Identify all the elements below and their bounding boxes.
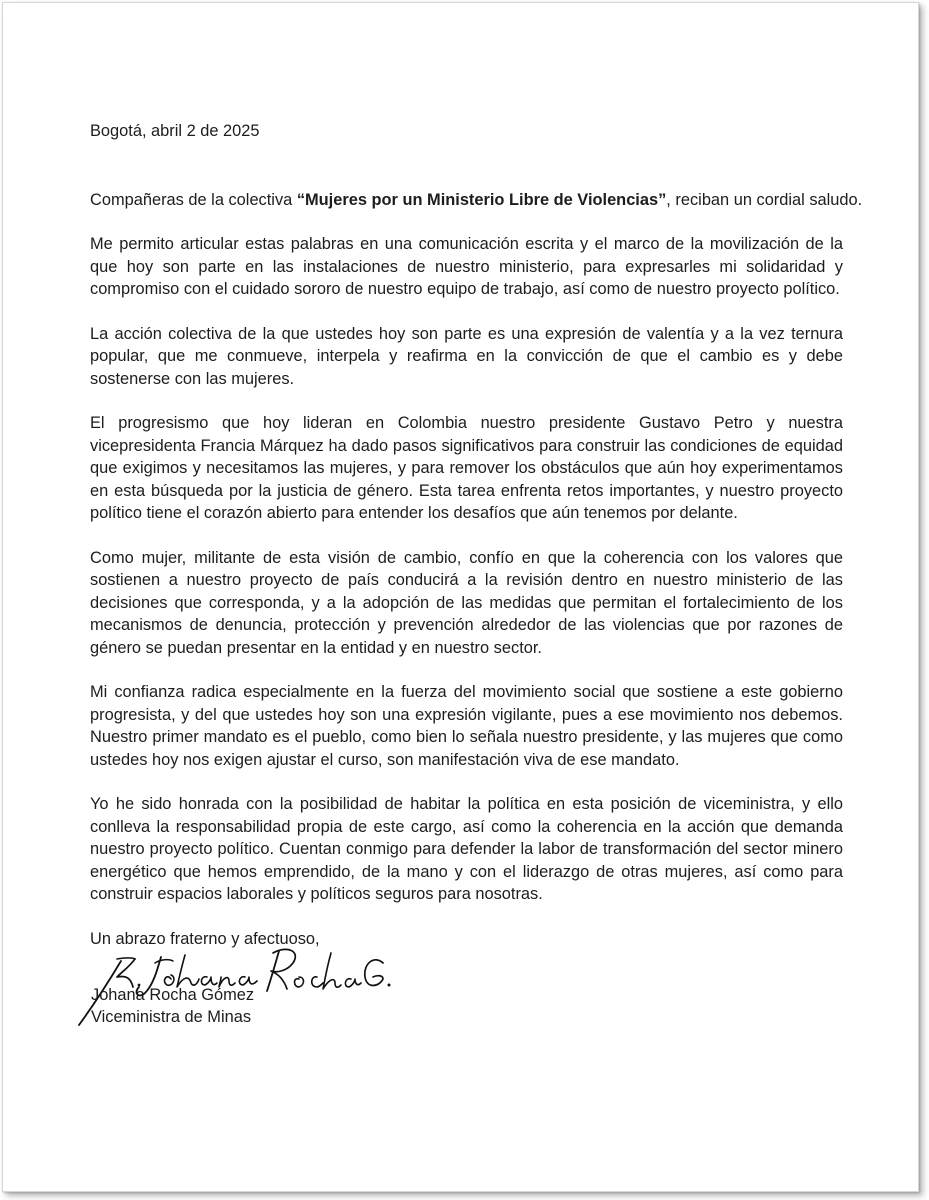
paragraph-progressivism: El progresismo que hoy lideran en Colombia nuestro presidente Gustavo Petro y nuestra vicepresidenta Francia Márquez ha dado pasos significativos para construir las condiciones de equidad que exigimos y necesitamos las mujeres, y para remover los obstáculos que aún hoy experimentamos en esta búsqueda por la justicia de género. Esta tarea enfrenta retos importantes, y nuestro proyecto político tiene el corazón abierto para entender los desafíos que aún tenemos por delante. — [90, 414, 843, 522]
greeting-suffix: , reciban un cordial saludo. — [666, 190, 863, 209]
letter-greeting — [90, 189, 863, 212]
greeting-prefix: Compañeras de la colectiva — [90, 190, 297, 209]
paragraph-coherence: Como mujer, militante de esta visión de cambio, confío en que la coherencia con los valores que sostienen a nuestro proyecto de país conducirá a la revisión dentro en nuestro ministerio de las decisiones que corresponda, y a la adopción de las medidas que permitan el fortalecimiento de los mecanismos de denuncia, protección y prevención alrededor de las violencias que por razones de género se puedan presentar en la entidad y en nuestro sector. — [90, 548, 843, 657]
paragraph-social-movement: Mi confianza radica especialmente en la fuerza del movimiento social que sostiene a este gobierno progresista, y del que ustedes hoy son una expresión vigilante, pues a ese movimiento nos debemos. Nuestro primer mandato es el pueblo, como bien lo señala nuestro presidente, y las mujeres que como ustedes hoy nos exigen ajustar el curso, son manifestación viva de ese mandato. — [90, 683, 843, 769]
paragraph-responsibility: Yo he sido honrada con la posibilidad de habitar la política en esta posición de viceministra, y ello conlleva la responsabilidad propia de este cargo, así como la coherencia en la acción que demanda nuestro proyecto político. Cuentan conmigo para defender la labor de transformación del sector minero energético que hemos emprendido, de la mano y con el liderazgo de otras mujeres, así como para construir espacios laborales y políticos seguros para nosotras. — [90, 795, 843, 903]
paragraph-collective-action: La acción colectiva de la que ustedes hoy son parte es una expresión de valentía y a la vez ternura popular, que me conmueve, interpela y reafirma en la convicción de que el cambio es y debe sostenerse con las mujeres. — [90, 324, 843, 388]
letter-date: Bogotá, abril 2 de 2025 — [90, 122, 260, 140]
paragraph-solidarity: Me permito articular estas palabras en una comunicación escrita y el marco de la movilización de la que hoy son parte en las instalaciones de nuestro ministerio, para expresarles mi solidaridad y compromiso con el cuidado sororo de nuestro equipo de trabajo, así como de nuestro proyecto político. — [90, 235, 843, 298]
signature-block — [73, 941, 393, 1041]
letter-closing: Un abrazo fraterno y afectuoso, — [90, 929, 320, 948]
letter-body — [90, 120, 863, 950]
letter-page — [2, 2, 919, 1192]
signer-name: Johana Rocha Gómez — [91, 986, 255, 1004]
signer-title: Viceministra de Minas — [91, 1008, 252, 1026]
collective-name: “Mujeres por un Ministerio Libre de Violencias” — [296, 190, 667, 209]
